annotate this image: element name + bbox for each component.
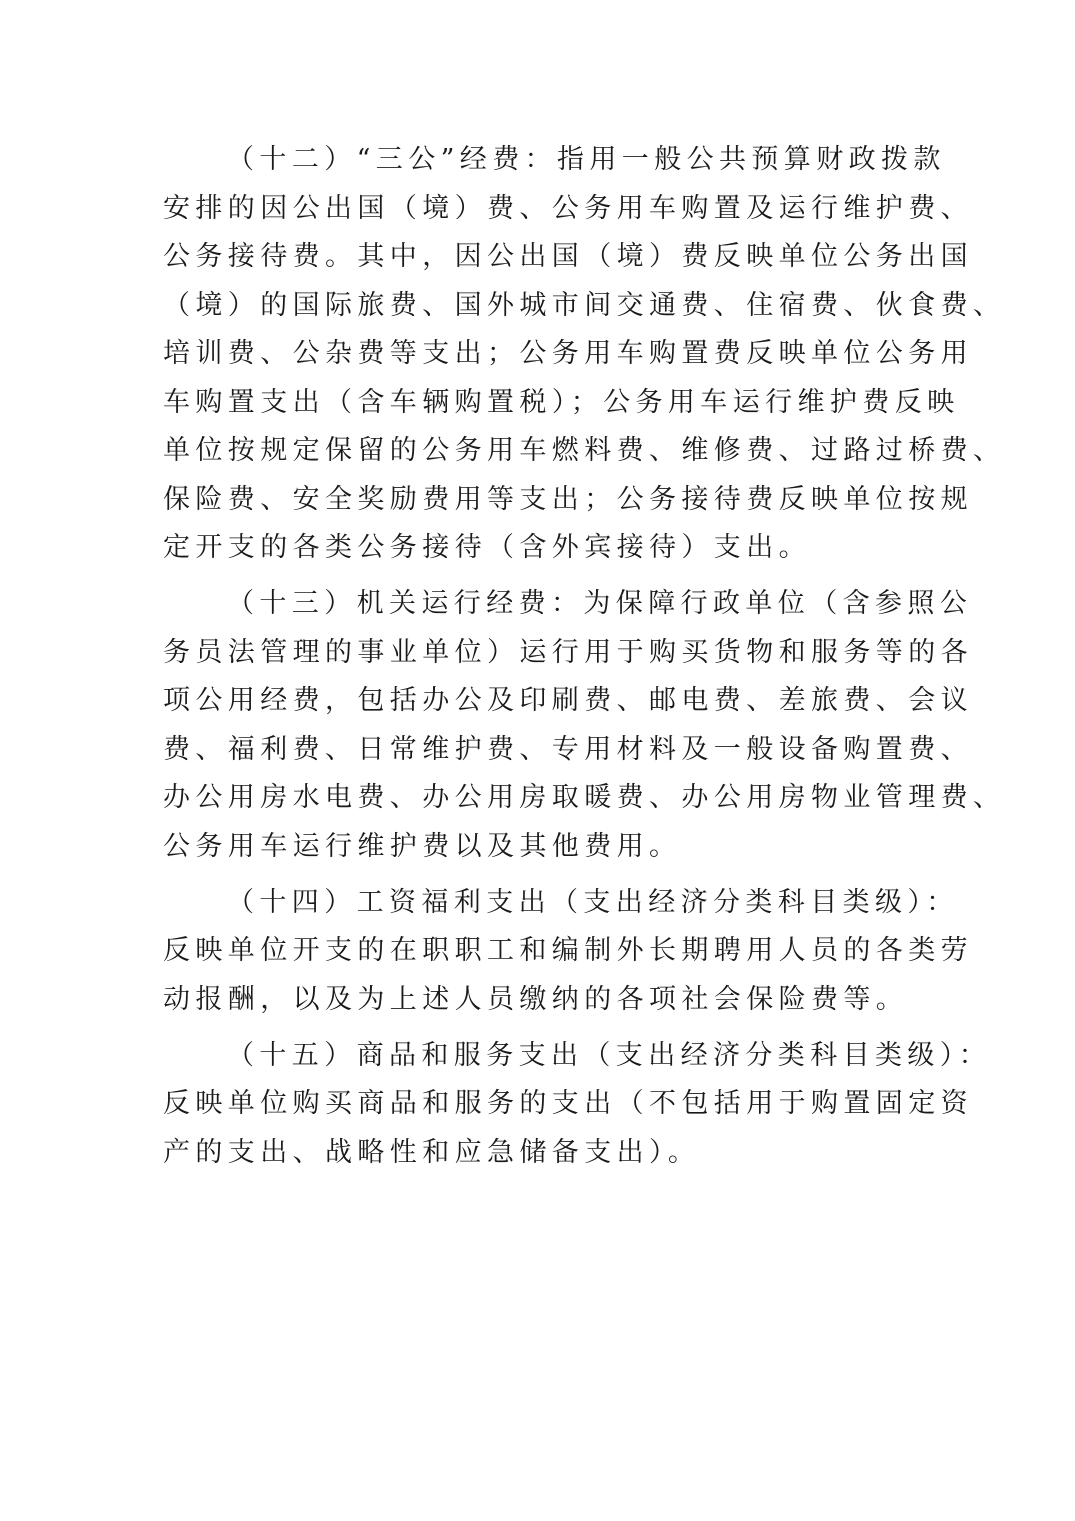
paragraph-15-line-3: 产的支出、战略性和应急储备支出）。 <box>163 1136 701 1168</box>
paragraph-14-line-3: 动报酬，以及为上述人员缴纳的各项社会保险费等。 <box>163 983 909 1015</box>
paragraph-13-line-1: （十三）机关运行经费：为保障行政单位（含参照公 <box>227 588 973 619</box>
paragraph-13-line-4: 费、福利费、日常维护费、专用材料及一般设备购置费、 <box>163 733 973 765</box>
paragraph-12-line-4: （境）的国际旅费、国外城市间交通费、住宿费、伙食费、 <box>163 289 1006 321</box>
paragraph-12-line-8: 保险费、安全奖励费用等支出；公务接待费反映单位按规 <box>163 483 973 515</box>
paragraph-13-line-3: 项公用经费，包括办公及印刷费、邮电费、差旅费、会议 <box>163 685 973 716</box>
paragraph-12-line-2: 安排的因公出国（境）费、公务用车购置及运行维护费、 <box>163 192 973 224</box>
paragraph-15-line-1: （十五）商品和服务支出（支出经济分类科目类级）： <box>227 1039 992 1071</box>
paragraph-13-line-5: 办公用房水电费、办公用房取暖费、办公用房物业管理费、 <box>163 782 1006 813</box>
paragraph-12-line-5: 培训费、公杂费等支出；公务用车购置费反映单位公务用 <box>163 338 973 369</box>
paragraph-13-line-6: 公务用车运行维护费以及其他费用。 <box>163 830 682 862</box>
paragraph-14-line-2: 反映单位开支的在职职工和编制外长期聘用人员的各类劳 <box>163 935 973 966</box>
paragraph-12-line-3: 公务接待费。其中，因公出国（境）费反映单位公务出国 <box>163 241 973 272</box>
paragraph-15-line-2: 反映单位购买商品和服务的支出（不包括用于购置固定资 <box>163 1088 973 1119</box>
paragraph-12-line-7: 单位按规定保留的公务用车燃料费、维修费、过路过桥费、 <box>163 435 1006 466</box>
paragraph-12-line-1: （十二）“三公”经费：指用一般公共预算财政拨款 <box>227 144 946 175</box>
paragraph-14-line-1: （十四）工资福利支出（支出经济分类科目类级）： <box>227 886 959 918</box>
document-body <box>163 136 1006 1177</box>
paragraph-12-line-9: 定开支的各类公务接待（含外宾接待）支出。 <box>163 532 811 563</box>
paragraph-12-line-6: 车购置支出（含车辆购置税）；公务用车运行维护费反映 <box>163 386 960 418</box>
paragraph-13-line-2: 务员法管理的事业单位）运行用于购买货物和服务等的各 <box>163 636 973 668</box>
